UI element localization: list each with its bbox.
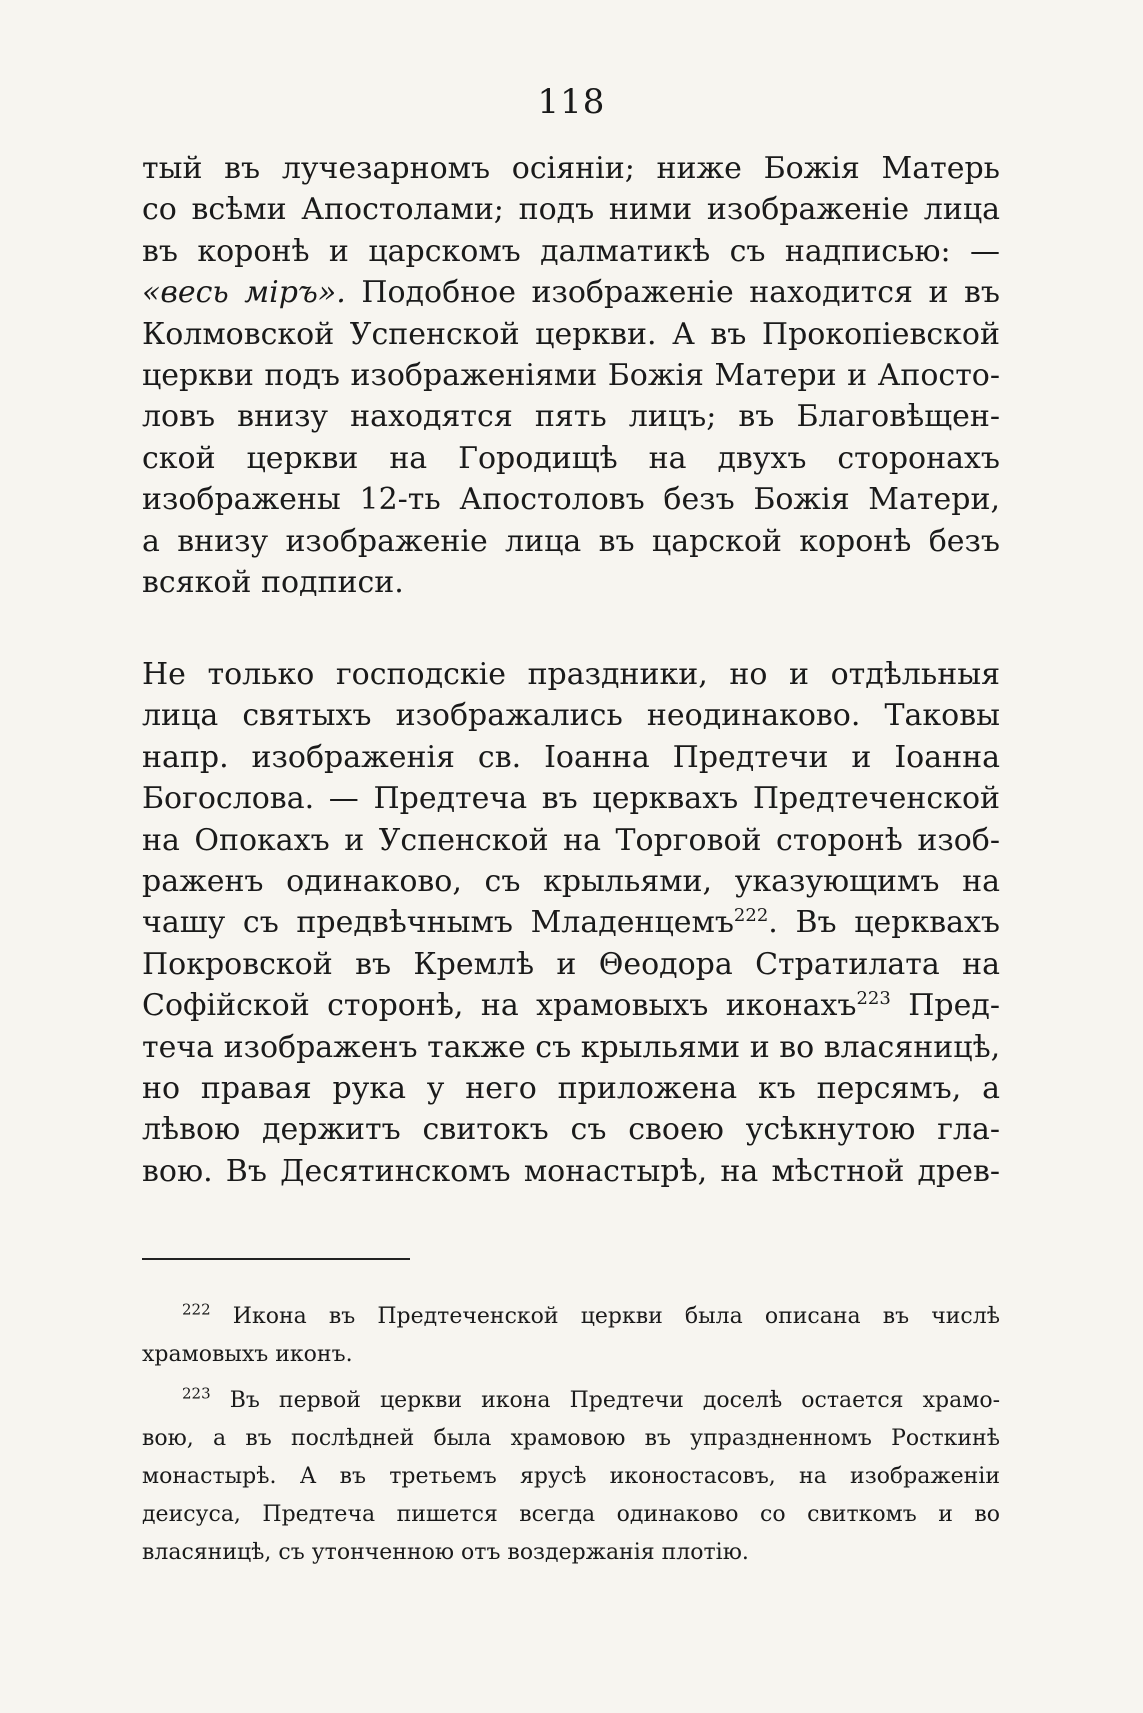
text-segment: чашу съ предвѣчнымъ Младенцемъ — [142, 905, 734, 941]
text-line — [142, 272, 1000, 313]
text-segment: Пред- — [890, 988, 1000, 1024]
text-segment: Подобное изображеніе находится и въ — [361, 275, 1000, 311]
footnote-ref-223[interactable]: 223 — [856, 988, 891, 1010]
text-line: напр. изображенія св. Іоанна Предтечи и Іоанна — [142, 739, 1000, 775]
footnote-line — [142, 1382, 1000, 1420]
text-line: Не только господскіе праздники, но и отдѣльныя — [142, 657, 1000, 692]
footnote-divider — [142, 1258, 410, 1260]
footnote-222 — [142, 1298, 1000, 1374]
text-line: всякой подписи. — [142, 564, 404, 600]
footnote-line: власяницѣ, съ утонченною отъ воздержанія плотію. — [142, 1540, 749, 1565]
footnote-line — [142, 1298, 1000, 1336]
text-line: теча изображенъ также съ крыльями и во власяницѣ, — [142, 1029, 1000, 1065]
footnote-marker: 223 — [182, 1384, 211, 1403]
text-line: лица святыхъ изображались неодинаково. Таковы — [142, 698, 1000, 734]
text-line: ловъ внизу находятся пять лицъ; въ Благовѣщен- — [142, 399, 1000, 435]
text-line: а внизу изображеніе лица въ царской коронѣ безъ — [142, 523, 1000, 559]
paragraph-2 — [142, 654, 1000, 1192]
text-line: раженъ одинаково, съ крыльями, указующимъ на — [142, 863, 1000, 899]
footnote-223 — [142, 1382, 1000, 1572]
footnote-line: монастырѣ. А въ третьемъ ярусѣ иконостасовъ, на изображеніи — [142, 1464, 1000, 1489]
text-line: Богослова. — Предтеча въ церквахъ Предтеченской — [142, 781, 1000, 817]
footnote-ref-222[interactable]: 222 — [733, 905, 769, 927]
text-segment: Въ первой церкви икона Предтечи доселѣ остается храмо- — [210, 1388, 1000, 1413]
text-line: изображены 12-ть Апостоловъ безъ Божія Матери, — [142, 482, 1000, 518]
text-line: лѣвою держитъ свитокъ съ своею усѣкнутою гла- — [142, 1112, 1000, 1148]
text-line — [142, 985, 1000, 1026]
page-number: 118 — [537, 82, 606, 122]
text-line: Покровской въ Кремлѣ и Θеодора Стратилата на — [142, 946, 1000, 982]
text-line: вою. Въ Десятинскомъ монастырѣ, на мѣстной древ- — [142, 1153, 1000, 1189]
footnote-line: вою, а въ послѣдней была храмовою въ упраздненномъ Росткинѣ — [142, 1426, 1000, 1451]
text-segment: Икона въ Предтеченской церкви была описана въ числѣ — [210, 1304, 1000, 1329]
text-line: въ коронѣ и царскомъ далматикѣ съ надписью: — — [142, 233, 1000, 269]
text-line: со всѣми Апостолами; подъ ними изображеніе лица — [142, 192, 1000, 228]
text-segment: . Въ церквахъ — [768, 905, 1000, 941]
text-line: тый въ лучезарномъ осіяніи; ниже Божія Матерь — [142, 151, 1000, 186]
footnote-line: храмовыхъ иконъ. — [142, 1342, 353, 1367]
paragraph-1 — [142, 148, 1000, 603]
footnote-marker: 222 — [182, 1300, 211, 1319]
text-line: Колмовской Успенской церкви. А въ Прокопіевской — [142, 316, 1000, 352]
text-segment: Софійской сторонѣ, на храмовыхъ иконахъ — [142, 988, 857, 1024]
italic-quote: «весь міръ». — [142, 275, 346, 311]
text-line: церкви подъ изображеніями Божія Матери и Апосто- — [142, 357, 1000, 393]
text-line — [142, 902, 1000, 943]
footnote-line: деисуса, Предтеча пишется всегда одинаково со свиткомъ и во — [142, 1502, 1000, 1527]
text-line: на Опокахъ и Успенской на Торговой сторонѣ изоб- — [142, 822, 1000, 858]
text-line: ской церкви на Городищѣ на двухъ сторонахъ — [142, 440, 1000, 476]
text-line: но правая рука у него приложена къ персямъ, а — [142, 1070, 1000, 1106]
